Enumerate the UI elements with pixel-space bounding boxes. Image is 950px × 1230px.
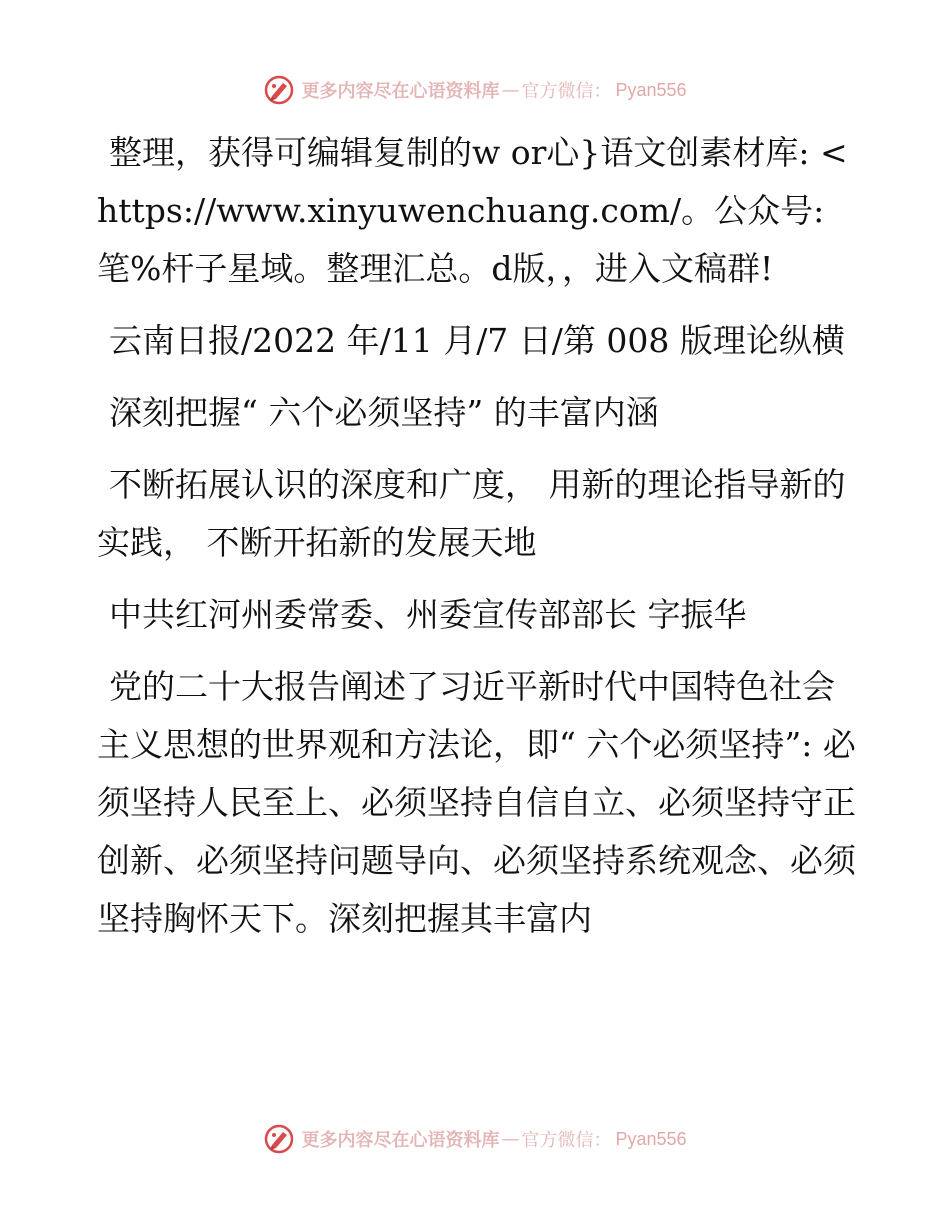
- watermark-official-label: 官方微信：: [521, 1130, 612, 1151]
- intro-paragraph: 整理，获得可编辑复制的w or心}语文创素材库: <https://www.xinyuwenchuang.com/。公众号: 笔%杆子星域。整理汇总。d版，，进入文稿群!: [97, 133, 848, 288]
- watermark-dash: —: [501, 1128, 520, 1150]
- watermark-brand-text: 更多内容尽在心语资料库: [301, 81, 500, 102]
- header-watermark: [0, 74, 950, 106]
- body-paragraph: 党的二十大报告阐述了习近平新时代中国特色社会主义思想的世界观和方法论，即“ 六个必须坚持”: 必须坚持人民至上、必须坚持自信自立、必须坚持守正创新、必须坚持问题导向、必须坚持系统观念、必须坚持胸怀天下。深刻把握其丰富内: [97, 667, 856, 938]
- watermark-dash: —: [501, 79, 520, 101]
- watermark-wechat-id: Pyan556: [615, 1128, 687, 1149]
- article-title: 深刻把握“ 六个必须坚持” 的丰富内涵: [109, 393, 659, 432]
- watermark-official-label: 官方微信：: [521, 81, 612, 102]
- pen-logo-icon: [263, 74, 295, 106]
- watermark-wechat-id: Pyan556: [615, 79, 687, 100]
- article-body: [97, 124, 857, 962]
- article-subtitle: 不断拓展认识的深度和广度， 用新的理论指导新的实践， 不断开拓新的发展天地: [97, 465, 846, 562]
- footer-watermark: [0, 1123, 950, 1155]
- watermark-brand-text: 更多内容尽在心语资料库: [301, 1130, 500, 1151]
- pen-logo-icon: [263, 1123, 295, 1155]
- source-line: 云南日报/2022 年/11 月/7 日/第 008 版理论纵横: [109, 321, 845, 360]
- author-line: 中共红河州委常委、州委宣传部部长 字振华: [109, 595, 747, 634]
